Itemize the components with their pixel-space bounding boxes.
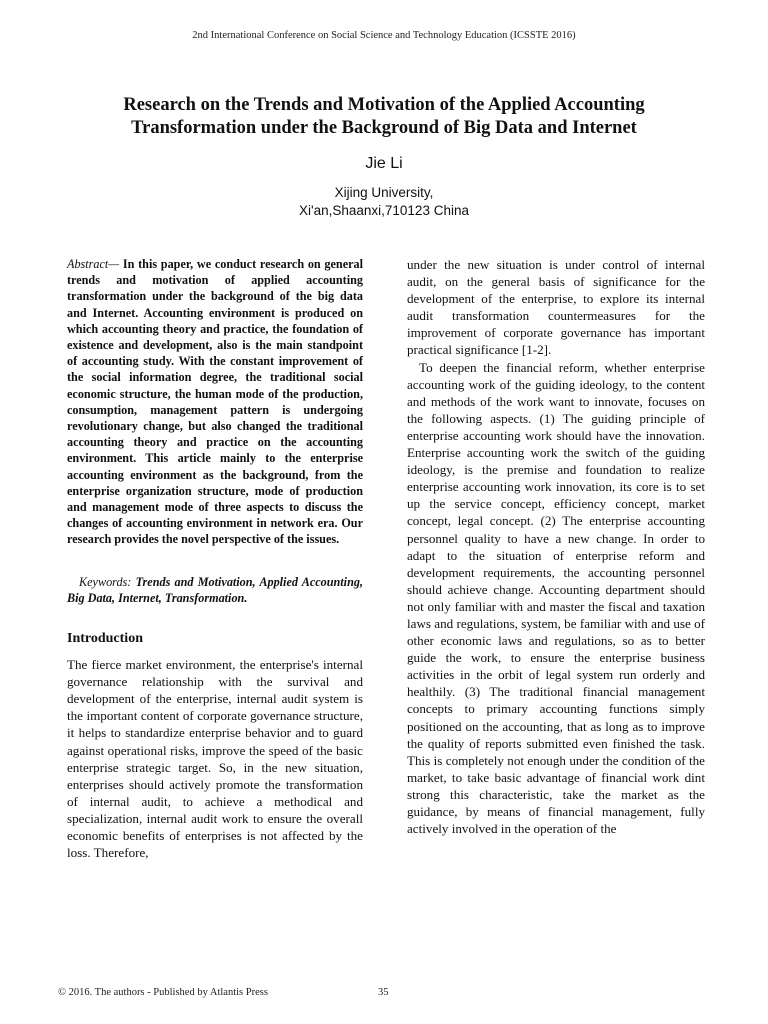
paper-title-line-1: Research on the Trends and Motivation of the Applied Accounting	[123, 95, 645, 115]
keywords-label: Keywords:	[79, 574, 132, 589]
section-heading-introduction: Introduction	[67, 631, 143, 647]
author-name: Jie Li	[365, 155, 403, 172]
conference-header: 2nd International Conference on Social Science and Technology Education (ICSSTE 2016)	[192, 30, 576, 41]
author-affiliation	[0, 184, 768, 220]
paper-title-line-2: Transformation under the Background of Big Data and Internet	[131, 118, 637, 138]
affiliation-line-1: Xijing University,	[334, 185, 434, 200]
abstract	[67, 256, 363, 548]
left-column	[67, 256, 363, 874]
right-paragraph-1: under the new situation is under control of internal audit, on the general basis of significance for the development of the enterprise, to explore its internal audit transformation countermeasures for the improvement of corporate governance has important practical significance [1-2].	[407, 257, 705, 358]
affiliation-line-2: Xi'an,Shaanxi,710123 China	[299, 203, 469, 218]
keywords	[67, 574, 363, 606]
abstract-label: Abstract—	[67, 257, 120, 271]
right-paragraph-2: To deepen the financial reform, whether enterprise accounting work of the guiding ideology, to the content and methods of the work want to innovate, focuses on the following aspects. (1) The guiding principle of enterprise accounting work should have the innovation. Enterprise accounting work the switch of the guiding ideology, is the premise and foundation to realize enterprise accounting work innovation, its core is to set up the service concept, efficiency concept, market concept, legal concept. (2) The enterprise accounting personnel quality to have a new change. In order to adapt to the situation of enterprise reform and development requirements, the accounting personnel should achieve change. Accounting department should not only familiar with and master the fiscal and taxation laws and regulations, system, be familiar with and use of other economic laws and regulations, so as to better guide the work, to ensure the enterprise business activities in the orbit of legal system run orderly and healthily. (3) The traditional financial management concepts to primary accounting functions simply positioned on the accounting, that as long as to improve the quality of reports submitted even finished the task. This is completely not enough under the condition of the market, to take basic advantage of financial work dint strong this characteristic, take the market as the guidance, by means of financial management, fully actively involved in the operation of the	[407, 359, 705, 837]
right-column	[407, 256, 705, 837]
introduction-paragraph: The fierce market environment, the enterprise's internal governance relationship with the survival and development of the enterprise, internal audit system is the important content of corporate governance structure, it helps to standardize enterprise behavior and to guard against operational risks, improve the speed of the basic enterprise strategic target. So, in the new situation, enterprises should actively promote the transformation of internal audit, to achieve a methodical and specialization, internal audit work to ensure the overall economic benefits of enterprises is not affected by the loss. Therefore,	[67, 657, 363, 861]
footer-copyright: © 2016. The authors - Published by Atlantis Press	[58, 987, 268, 998]
keywords-text: Trends and Motivation, Applied Accounting, Big Data, Internet, Transformation.	[67, 574, 363, 605]
page-number: 35	[378, 987, 389, 998]
paper-title	[60, 94, 708, 140]
abstract-text: In this paper, we conduct research on general trends and motivation of applied accounting transformation under the background of the big data and Internet. Accounting environment is produced on which accounting theory and practice, the foundation of existence and development, also is the main standpoint of accounting study. With the constant improvement of the social information degree, the traditional social economic structure, the human mode of the production, consumption, management pattern is undergoing revolutionary change, but also changed the traditional accounting theory and practice on the accounting environment. This article mainly to the enterprise accounting environment as the background, from the enterprise organization structure, mode of production and management mode of three aspects to discuss the changes of accounting environment in network era. Our research provides the novel perspective of the issues.	[67, 257, 363, 547]
